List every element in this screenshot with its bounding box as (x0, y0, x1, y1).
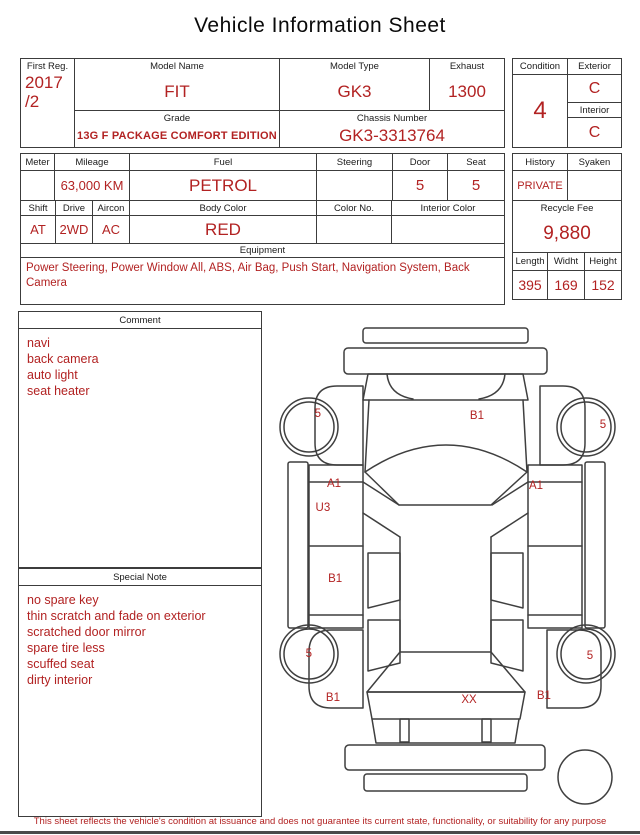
syaken-label: Syaken (568, 154, 621, 171)
grade-label: Grade (163, 113, 191, 124)
body-color-value: RED (130, 216, 317, 243)
steering-label: Steering (317, 154, 393, 171)
special-note-line: spare tire less (27, 641, 105, 655)
damage-mark-rear-left-wheel: 5 (305, 648, 313, 660)
comment-body (19, 329, 261, 405)
special-note-line: no spare key (27, 593, 99, 607)
comment-line: seat heater (27, 384, 90, 398)
model-name-label: Model Name (150, 61, 204, 72)
condition-box (512, 58, 622, 148)
steering-value (317, 171, 393, 200)
comment-label: Comment (19, 312, 261, 329)
special-note-body (19, 586, 261, 694)
special-note-line: scuffed seat (27, 657, 95, 671)
spec-table (20, 153, 505, 305)
aircon-value: AC (93, 216, 130, 243)
exhaust-label: Exhaust (449, 61, 485, 72)
exterior-value: C (568, 75, 621, 103)
damage-mark-tailgate: XX (461, 694, 477, 706)
chassis-number-value: GK3-3313764 (339, 126, 445, 145)
interior-label: Interior (568, 103, 621, 118)
interior-value: C (588, 123, 601, 141)
comment-line: navi (27, 336, 50, 350)
length-label: Length (513, 253, 548, 271)
shift-label: Shift (21, 201, 56, 216)
height-label: Height (585, 253, 621, 271)
model-name-value: FIT (164, 81, 190, 101)
comment-line: back camera (27, 352, 99, 366)
meter-label: Meter (21, 154, 55, 171)
recycle-fee-value: 9,880 (543, 222, 591, 244)
fuel-value: PETROL (130, 171, 317, 200)
car-outline-drawing (275, 315, 635, 815)
fuel-label: Fuel (130, 154, 317, 171)
special-note-line: dirty interior (27, 673, 93, 687)
mileage-label: Mileage (55, 154, 130, 171)
interior-color-label: Interior Color (392, 201, 504, 216)
damage-mark-hood: B1 (469, 410, 484, 422)
aircon-label: Aircon (93, 201, 130, 216)
damage-mark-left-rear-door: B1 (328, 573, 343, 585)
page-bottom-edge (0, 831, 640, 834)
body-color-label: Body Color (130, 201, 317, 216)
condition-value: 4 (513, 75, 568, 147)
chassis-number-cell (280, 111, 504, 147)
first-reg-label: First Reg. (26, 61, 69, 72)
model-type-cell (280, 59, 430, 111)
special-note-line: scratched door mirror (27, 625, 146, 639)
model-type-value: GK3 (337, 81, 372, 101)
model-name-cell (75, 59, 280, 111)
exterior-label: Exterior (568, 59, 621, 75)
chassis-number-label: Chassis Number (356, 113, 428, 124)
color-no-value (317, 216, 392, 243)
seat-value: 5 (471, 177, 481, 194)
shift-value: AT (21, 216, 56, 243)
damage-mark-right-a-pillar: A1 (528, 480, 544, 492)
width-value: 169 (548, 271, 585, 299)
damage-mark-left-front-door: U3 (315, 502, 331, 514)
special-note-box (18, 568, 262, 817)
damage-mark-right-quarter-panel: B1 (536, 690, 551, 702)
exhaust-cell (430, 59, 504, 111)
model-type-label: Model Type (330, 61, 379, 72)
special-note-label: Special Note (19, 569, 261, 586)
grade-cell (75, 111, 280, 147)
comment-line: auto light (27, 368, 78, 382)
equipment-label: Equipment (21, 244, 504, 258)
condition-label: Condition (513, 59, 568, 75)
exhaust-value: 1300 (448, 81, 486, 101)
grade-value: 13G F PACKAGE COMFORT EDITION (77, 130, 277, 142)
seat-label: Seat (448, 154, 504, 171)
mileage-value: 63,000 KM (55, 171, 130, 200)
first-reg-value: 2017 /2 (25, 73, 63, 111)
history-box (512, 153, 622, 300)
disclaimer-text: This sheet reflects the vehicle's condition at issuance and does not guarantee its current state, functionality, or suitability for any purpose (33, 816, 607, 827)
model-info-table (20, 58, 505, 148)
damage-mark-front-right-wheel: 5 (599, 419, 607, 431)
damage-mark-left-a-pillar: A1 (326, 478, 342, 490)
recycle-fee-cell (513, 201, 621, 253)
width-label: Widht (548, 253, 585, 271)
history-label: History (513, 154, 568, 171)
syaken-value (568, 171, 621, 200)
drive-label: Drive (56, 201, 93, 216)
drive-value: 2WD (56, 216, 93, 243)
car-damage-diagram (275, 315, 635, 815)
recycle-fee-label: Recycle Fee (540, 203, 594, 214)
length-value: 395 (513, 271, 548, 299)
color-no-label: Color No. (317, 201, 392, 216)
first-reg-cell (21, 59, 75, 147)
meter-value (21, 171, 55, 200)
interior-color-value (392, 216, 504, 243)
equipment-value: Power Steering, Power Window All, ABS, Air Bag, Push Start, Navigation System, Back Camera (26, 262, 470, 289)
special-note-line: thin scratch and fade on exterior (27, 609, 206, 623)
damage-mark-front-left-wheel: 5 (314, 408, 322, 420)
door-value: 5 (393, 171, 448, 200)
door-label: Door (393, 154, 448, 171)
page-title: Vehicle Information Sheet (194, 14, 446, 37)
history-value: PRIVATE (513, 171, 568, 200)
damage-mark-left-quarter-panel: B1 (325, 692, 340, 704)
height-value: 152 (591, 277, 615, 293)
comment-box (18, 311, 262, 568)
damage-mark-rear-right-wheel: 5 (586, 650, 594, 662)
